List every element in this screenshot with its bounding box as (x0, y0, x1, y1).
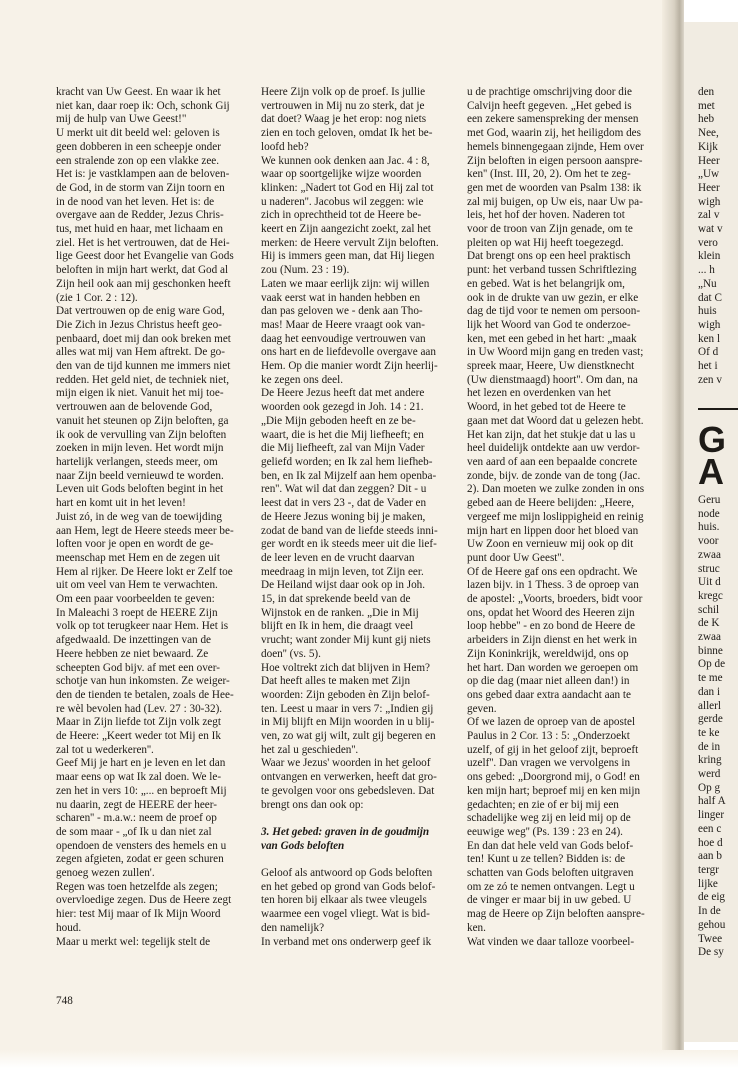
text-line: spreek maar, Heere, Uw dienstknecht (467, 360, 635, 373)
text-line: hartelijk verlangen, steeds meer, om (56, 455, 218, 468)
text-line: Zijn heil ook aan mij geschonken heeft (56, 277, 231, 290)
text-line: Paulus in 2 Cor. 13 : 5: „Onderzoekt (467, 730, 630, 743)
text-line: zien en toch geloven, omdat Ik het be- (261, 127, 433, 140)
text-line: zen het in vers 10: „... en beproeft Mij (56, 784, 227, 797)
text-line: penbaard, doet mij dan ook breken met (56, 332, 231, 345)
text-line: ken. (467, 921, 486, 934)
text-line: ontvangen en verwerken, heeft dat gro- (261, 771, 437, 784)
text-line: voor de troon van Zijn genade, om te (467, 223, 633, 236)
text-line: geven. (467, 702, 497, 715)
text-line: schotje van hun inkomsten. Ze weiger- (56, 675, 230, 688)
text-line: In Maleachi 3 roept de HEERE Zijn (56, 606, 218, 619)
text-line: ten horen bij elkaar als twee vleugels (261, 894, 427, 907)
right-page-fragment: Heer (698, 154, 720, 167)
text-line: Heere hebben ze niet bewaard. Ze (56, 647, 209, 660)
text-line: gen met de woorden van Psalm 138: ik (467, 181, 642, 194)
text-line: uzelf, of gij in het geloof zijt, beproeft (467, 743, 639, 756)
text-line: mijn eigen ik niet. Vanuit het mij toe- (56, 387, 224, 400)
text-line: zegen afgieten, zodat er geen schuren (56, 853, 224, 866)
text-line: zodat de band van de liefde steeds inni- (261, 524, 438, 537)
text-line: Hoe voltrekt zich dat blijven in Hem? (261, 661, 431, 674)
text-line: in Mij blijft en Mijn woorden in u blij- (261, 716, 435, 729)
text-line: ken, met een gebed in het hart: „maak (467, 332, 637, 345)
text-line: U merkt uit dit beeld wel: geloven is (56, 127, 220, 140)
text-line: om ze zó te nemen ontvangen. Legt u (467, 880, 635, 893)
text-line: mij de hulp van Uwe Geest!" (56, 113, 187, 126)
text-line: de apostel: „Voorts, broeders, bidt voor (467, 593, 643, 606)
text-line: ren''. Wat wil dat dan zeggen? Dit - u (261, 483, 427, 496)
text-line: Waar we Jezus' woorden in het geloof (261, 757, 431, 770)
text-line: loften voor je open en wordt de ge- (56, 538, 214, 551)
text-line: In verband met ons onderwerp geef ik (261, 935, 432, 948)
text-line: gedachten; en zie of er bij mij een (467, 798, 619, 811)
text-line: De Heere Jezus heeft dat met andere (261, 387, 425, 400)
right-page-fragment: tergr (698, 863, 719, 876)
right-page-fragment: schil (698, 603, 720, 616)
text-line: merken: de Heere vervult Zijn beloften. (261, 236, 439, 249)
text-line: leis, het hof der hoven. Naderen tot (467, 209, 625, 222)
text-line: het zal u geschieden''. (261, 743, 359, 756)
right-page-fragment: dan i (698, 685, 721, 698)
text-line: vergeef me mijn loslippigheid en reinig (467, 510, 644, 523)
text-line: in Uw Woord mijn gang en treden vast; (467, 346, 644, 359)
text-line: Het is: je vastklampen aan de beloven- (56, 168, 230, 181)
text-line: alles wat mij van Hem aftrekt. De go- (56, 346, 225, 359)
text-line: arbeiders in Zijn dienst en het werk in (467, 634, 637, 647)
right-page-fragment: kregc (698, 589, 723, 602)
text-line: ten! Kunt u ze tellen? Bidden is: de (467, 853, 626, 866)
text-line: waart, die is het die Mij liefheeft; en (261, 428, 424, 441)
right-page-fragment: allerl (698, 699, 721, 712)
text-line: Het kan zijn, dat het stukje dat u las u (467, 428, 636, 441)
right-page-fragment: node (698, 507, 720, 520)
text-line: den van de tijd kunnen me immers niet (56, 360, 231, 373)
text-line: ten. Leest u maar in vers 7: „Indien gij (261, 702, 434, 715)
text-line: uzelf''. Dan vragen we vervolgens in (467, 757, 631, 770)
text-line: Dat heeft alles te maken met Zijn (261, 675, 411, 688)
right-page-fragment: Of d (698, 346, 719, 359)
text-line: scharen'' - m.a.w.: neem de proef op (56, 812, 217, 825)
text-line: Regen was toen hetzelfde als zegen; (56, 880, 218, 893)
right-page-fragment: Nee, (698, 127, 719, 140)
text-line: nu daarin, zegt de HEERE der heer- (56, 798, 217, 811)
right-page-fragment: Twee (698, 932, 723, 945)
text-line: Calvijn heeft gegeven. „Het gebed is (467, 99, 632, 112)
text-line: en gebed. Wat is het belangrijk om, (467, 277, 625, 290)
text-line: ons hart en de liefdevolle overgave aan (261, 346, 436, 359)
text-line: Hem. Op die manier wordt Zijn heerlij- (261, 360, 438, 373)
text-line: ken mijn hart; beproef mij en ken mijn (467, 784, 641, 797)
right-page-fragment: klein (698, 250, 721, 263)
text-line: eeuwige weg'' (Ps. 139 : 23 en 24). (467, 825, 623, 838)
text-line: dag de tijd voor te nemen om persoon- (467, 305, 641, 318)
text-line: Zijn beloften in eigen persoon aanspre- (467, 154, 643, 167)
text-line: uit om veel van Hem te verwachten. (56, 579, 218, 592)
right-page-fragment: zen v (698, 373, 722, 386)
text-line: vanuit het steunen op Zijn beloften, ga (56, 414, 229, 427)
text-line: naar Zijn beeld vernieuwd te worden. (56, 469, 224, 482)
text-line: „Die Mijn geboden heeft en ze be- (261, 414, 416, 427)
right-page-fragment: de in (698, 740, 721, 753)
text-line: een zekere samenspreking der mensen (467, 113, 639, 126)
text-line: houd. (56, 921, 82, 934)
text-line: tus, met huid en haar, met lichaam en (56, 223, 223, 236)
right-page-fragment: lijke (698, 877, 718, 890)
text-line: daag het eenvoudige vertrouwen van (261, 332, 426, 345)
heading-line: van Gods beloften (261, 839, 345, 852)
text-line: loop hebbe'' - en zo bond de Heere de (467, 620, 636, 633)
text-line: zou (Num. 23 : 19). (261, 264, 350, 277)
right-page-fragment: wat v (698, 223, 723, 236)
right-page-fragment: linger (698, 809, 725, 822)
text-line: overgave aan de Redder, Jezus Chris- (56, 209, 224, 222)
text-line: Hij is immers geen man, dat Hij liegen (261, 250, 435, 263)
text-line: in de nood van het leven. Het is: de (56, 195, 215, 208)
text-line: met God, waarin zij, het heiligdom des (467, 127, 641, 140)
text-column-3 (467, 86, 667, 949)
right-page-fragment: „Nu (698, 277, 717, 290)
text-line: zoeken in mijn leven. Het wordt mijn (56, 442, 224, 455)
right-page-fragment: ... h (698, 264, 715, 277)
column-2-body-bottom (261, 867, 459, 949)
text-line: Uw Zoon en vernieuw mij ook op dit (467, 538, 634, 551)
text-line: ziel. Het is het vertrouwen, dat de Hei- (56, 236, 230, 249)
text-line: en het gebed op grond van Gods belof- (261, 880, 436, 893)
text-line: ons gebed daar extra aandacht aan te (467, 688, 631, 701)
text-line: geliefd worden; en Ik zal hem liefheb- (261, 455, 433, 468)
text-line: maar eens op wat Ik zal doen. We le- (56, 771, 222, 784)
text-line: het hart. Dan worden we geroepen om (467, 661, 639, 674)
text-line: (zie 1 Cor. 2 : 12). (56, 291, 138, 304)
right-page-fragment: aan b (698, 850, 722, 863)
text-line: mijn hart en lippen door het bloed van (467, 524, 639, 537)
text-line: Heere Zijn volk op de proef. Is jullie (261, 86, 426, 98)
right-page-fragment: Op g (698, 781, 721, 794)
text-line: Om een paar voorbeelden te geven: (56, 593, 215, 606)
text-line: schatten van Gods beloften uitgraven (467, 867, 634, 880)
right-page-fragment: te ke (698, 726, 720, 739)
text-line: re wèl bevolen had (Lev. 27 : 30-32). (56, 702, 223, 715)
text-line: schadelijke weg zij en leid mij op de (467, 812, 631, 825)
right-page-fragment: te me (698, 672, 723, 685)
text-line: ger wordt en ik steeds meer uit die lief- (261, 538, 437, 551)
right-page-fragment: zwaa (698, 548, 721, 561)
text-line: En dan dat hele veld van Gods belof- (467, 839, 634, 852)
text-line: waarmee een vogel vliegt. Wat is bid- (261, 908, 430, 921)
right-page-fragment: werd (698, 768, 721, 781)
text-line: meedraag in mijn leven, tot Zijn eer. (261, 565, 424, 578)
text-line: punt: het verband tussen Schriftlezing (467, 264, 637, 277)
text-line: klinken: „Nadert tot God en Hij zal tot (261, 181, 434, 194)
text-line: hart en komt uit in het leven! (56, 497, 186, 510)
right-page-fragment: den (698, 86, 715, 98)
text-line: zal tot u wederkeren''. (56, 743, 154, 756)
right-page-fragment: struc (698, 562, 720, 575)
right-page-fragment: gehou (698, 918, 726, 931)
text-line: ken'' (Inst. III, 20, 2). Om het te zeg- (467, 168, 631, 181)
text-line: een stralende zon op een vlakke zee. (56, 154, 220, 167)
right-page-fragment: de K (698, 617, 720, 630)
text-line: Dat vertrouwen op de enig ware God, (56, 305, 225, 318)
text-line: hier: test Mij maar of Ik Mijn Woord (56, 908, 221, 921)
section-heading-gebed (261, 826, 459, 853)
text-line: het lezen en overdenken van het (467, 387, 611, 400)
text-line: De Heiland wijst daar ook op in Joh. (261, 579, 426, 592)
text-line: vertrouwen aan de belovende God, (56, 401, 213, 414)
text-column-1 (56, 86, 252, 949)
text-line: den de tienden te betalen, zoals de Hee- (56, 688, 234, 701)
text-line: ook in de drukte van uw gezin, er elke (467, 291, 639, 304)
text-line: Maar in Zijn liefde tot Zijn volk zegt (56, 716, 221, 729)
right-page-fragment: dat C (698, 291, 722, 304)
text-line: geen dobberen in een scheepje onder (56, 140, 221, 153)
text-line: de som maar - „of Ik u dan niet zal (56, 825, 212, 838)
column-2-body-top (261, 86, 459, 812)
right-page-fragment: zal v (698, 209, 720, 222)
right-page-fragment: huis (698, 305, 717, 318)
right-page-fragment: Geru (698, 494, 721, 506)
text-line: ven aard of aan een bepaalde concrete (467, 455, 638, 468)
text-line: ons gebed: „Doorgrond mij, o God! en (467, 771, 640, 784)
right-page-fragment: Heer (698, 181, 720, 194)
text-line: Hem al rijker. De Heere lokt er Zelf toe (56, 565, 233, 578)
text-line: Dat brengt ons op een heel praktisch (467, 250, 631, 263)
text-line: mag de Heere op Zijn beloften aanspre- (467, 908, 645, 921)
text-line: overvloedige zegen. Dus de Heere zegt (56, 894, 232, 907)
text-line: Laten we maar eerlijk zijn: wij willen (261, 277, 430, 290)
text-line: leest dat in vers 23 -, dat de Vader en (261, 497, 427, 510)
text-line: de God, in de storm van Zijn toorn en (56, 181, 225, 194)
right-page-fragment: Uit d (698, 576, 721, 589)
text-line: zal mij buigen, op Uw eis, naar Uw pa- (467, 195, 643, 208)
text-line: kracht van Uw Geest. En waar ik het (56, 86, 221, 98)
right-page-fragment: vero (698, 236, 718, 249)
right-page-fragment: voor (698, 535, 719, 548)
text-line: lige Geest door het Evangelie van Gods (56, 250, 234, 263)
text-line: u naderen''. Jacobus wil zeggen: wie (261, 195, 424, 208)
text-line: We kunnen ook denken aan Jac. 4 : 8, (261, 154, 430, 167)
text-line: volk op tot terugkeer naar Hem. Het is (56, 620, 229, 633)
right-page-fragment: wigh (698, 318, 721, 331)
text-line: zonde, bijv. de zonde van de tong (Jac. (467, 469, 641, 482)
page-bottom-edge (0, 1050, 738, 1068)
text-line: Geloof als antwoord op Gods beloften (261, 867, 433, 880)
text-line: vertrouwen in Mij nu zo sterk, dat je (261, 99, 425, 112)
text-line: zich in oprechtheid tot de Heere be- (261, 209, 422, 222)
text-line: loofd heb? (261, 140, 309, 153)
text-line: de Heere: „Keert weder tot Mij en Ik (56, 730, 221, 743)
right-page-fragment: de eig (698, 891, 726, 904)
text-line: vaak eerst wat in handen hebben en (261, 291, 421, 304)
text-line: Wat vinden we daar talloze voorbeel- (467, 935, 635, 948)
text-line: beloften in mijn hart werkt, dat God al (56, 264, 229, 277)
text-line: lijk het Woord van God te onderzoe- (467, 318, 631, 331)
right-page-fragment: gerde (698, 713, 723, 726)
text-line: op die dag (maar niet alleen dan!) in (467, 675, 630, 688)
text-line: de Heere Jezus woning bij je maken, (261, 510, 426, 523)
text-line: scheepten God bijv. af met een over- (56, 661, 220, 674)
right-page-text-top (698, 86, 723, 387)
right-page-fragment: het i (698, 360, 718, 373)
text-line: meenschap met Hem en de zegen uit (56, 551, 221, 564)
right-page-text-bottom (698, 494, 726, 960)
text-line: Die Zich in Jezus Christus heeft geo- (56, 318, 222, 331)
text-line: hemels binnengegaan zijnde, Hem over (467, 140, 644, 153)
text-line: Wijnstok en de ranken. „Die in Mij (261, 606, 419, 619)
text-line: de vinger er maar bij in uw gebed. U (467, 894, 632, 907)
text-line: woorden: Zijn geboden èn Zijn belof- (261, 688, 430, 701)
text-line: dan pas geloven we - denk aan Tho- (261, 305, 423, 318)
right-page-fragment: De sy (698, 946, 724, 959)
right-page-fragment: wigh (698, 195, 721, 208)
right-page-heading-letter-1: G (698, 419, 728, 460)
text-line: woorden ook gezegd in Joh. 14 : 21. (261, 401, 424, 414)
right-page-fragment: kring (698, 754, 722, 767)
right-page-heading-letter-2: A (698, 451, 725, 492)
text-line: gaan met dat Woord dat u gelezen hebt. (467, 414, 644, 427)
text-line: blijft en Ik in hem, die draagt veel (261, 620, 414, 633)
text-line: Juist zó, in de weg van de toewijding (56, 510, 222, 523)
right-page-fragment: ken l (698, 332, 721, 345)
text-line: 2). Dan moeten we zulke zonden in ons (467, 483, 645, 496)
text-line: aan Hem, legt de Heere steeds meer be- (56, 524, 234, 537)
text-line: keert en Zijn aangezicht zoekt, zal het (261, 223, 431, 236)
text-column-2 (261, 86, 459, 949)
text-line: waar op soortgelijke wijze woorden (261, 168, 422, 181)
text-line: lazen bijv. in 1 Thess. 3 de oproep van (467, 579, 639, 592)
heading-line: 3. Het gebed: graven in de goudmijn (261, 825, 430, 838)
text-line: 15, in dat sprekende beeld van de (261, 593, 411, 606)
text-line: u de prachtige omschrijving door die (467, 86, 632, 98)
right-page-fragment: In de (698, 905, 721, 918)
text-line: die Mij liefheeft, zal van Mijn Vader (261, 442, 425, 455)
right-page-fragment: heb (698, 113, 715, 126)
text-line: ik ook de vervulling van Zijn beloften (56, 428, 227, 441)
text-line: Maar u merkt wel: tegelijk stelt de (56, 935, 211, 948)
text-line: genoeg wezen zullen'. (56, 867, 155, 880)
text-line: den namelijk? (261, 921, 325, 934)
text-line: niet kan, daar roep ik: Och, schonk Gij (56, 99, 230, 112)
text-line: gebed aan de Heere belijden: „Heere, (467, 497, 635, 510)
right-page-fragment: zwaa (698, 631, 721, 644)
text-line: brengt ons dan ook op: (261, 798, 364, 811)
text-line: de leer leven en de vrucht daarvan (261, 551, 415, 564)
right-page-fragment: Kijk (698, 140, 718, 153)
right-page-fragment: huis. (698, 521, 720, 534)
text-line: pleiten op wat Hij heeft toegezegd. (467, 236, 624, 249)
text-line: punt door Uw Geest''. (467, 551, 565, 564)
text-line: ke zegen ons deel. (261, 373, 344, 386)
text-line: dat doet? Waag je het erop: nog niets (261, 113, 427, 126)
right-page-fragment: Op de (698, 658, 726, 671)
text-line: Geef Mij je hart en je leven en let dan (56, 757, 226, 770)
right-page-divider (698, 408, 738, 410)
text-line: ben, en Ik zal Mijzelf aan hem openba- (261, 469, 437, 482)
text-line: (Uw dienstmaagd) hoort''. Om dan, na (467, 373, 638, 386)
page-number: 748 (56, 995, 73, 1007)
text-line: doen'' (vs. 5). (261, 647, 321, 660)
text-line: opendoen de vensters des hemels en u (56, 839, 227, 852)
right-page-fragment: half A (698, 795, 726, 808)
text-line: ven, zo wat gij wilt, zult gij begeren en (261, 730, 436, 743)
text-line: mas! Maar de Heere vraagt ook van- (261, 318, 426, 331)
text-line: ons, opdat het Woord des Heeren zijn (467, 606, 635, 619)
text-line: Of we lazen de oproep van de apostel (467, 716, 636, 729)
right-page-fragment: een c (698, 822, 722, 835)
text-line: afgedwaald. De inzettingen van de (56, 634, 212, 647)
text-line: redden. Het geld niet, de techniek niet, (56, 373, 230, 386)
text-line: te gevolgen voor ons gebedsleven. Dat (261, 784, 435, 797)
text-line: heel duidelijk ontdekte aan uw verdor- (467, 442, 640, 455)
right-page-fragment: met (698, 99, 715, 112)
text-line: Of de Heere gaf ons een opdracht. We (467, 565, 638, 578)
text-line: Woord, in het gebed tot de Heere te (467, 401, 626, 414)
text-line: Zijn Koninkrijk, wereldwijd, ons op (467, 647, 629, 660)
text-line: Leven uit Gods beloften begint in het (56, 483, 224, 496)
right-page-fragment: binne (698, 644, 723, 657)
text-line: vrucht; want zonder Mij kunt gij niets (261, 634, 431, 647)
right-page-fragment: „Uw (698, 168, 720, 181)
right-page-fragment: hoe d (698, 836, 723, 849)
